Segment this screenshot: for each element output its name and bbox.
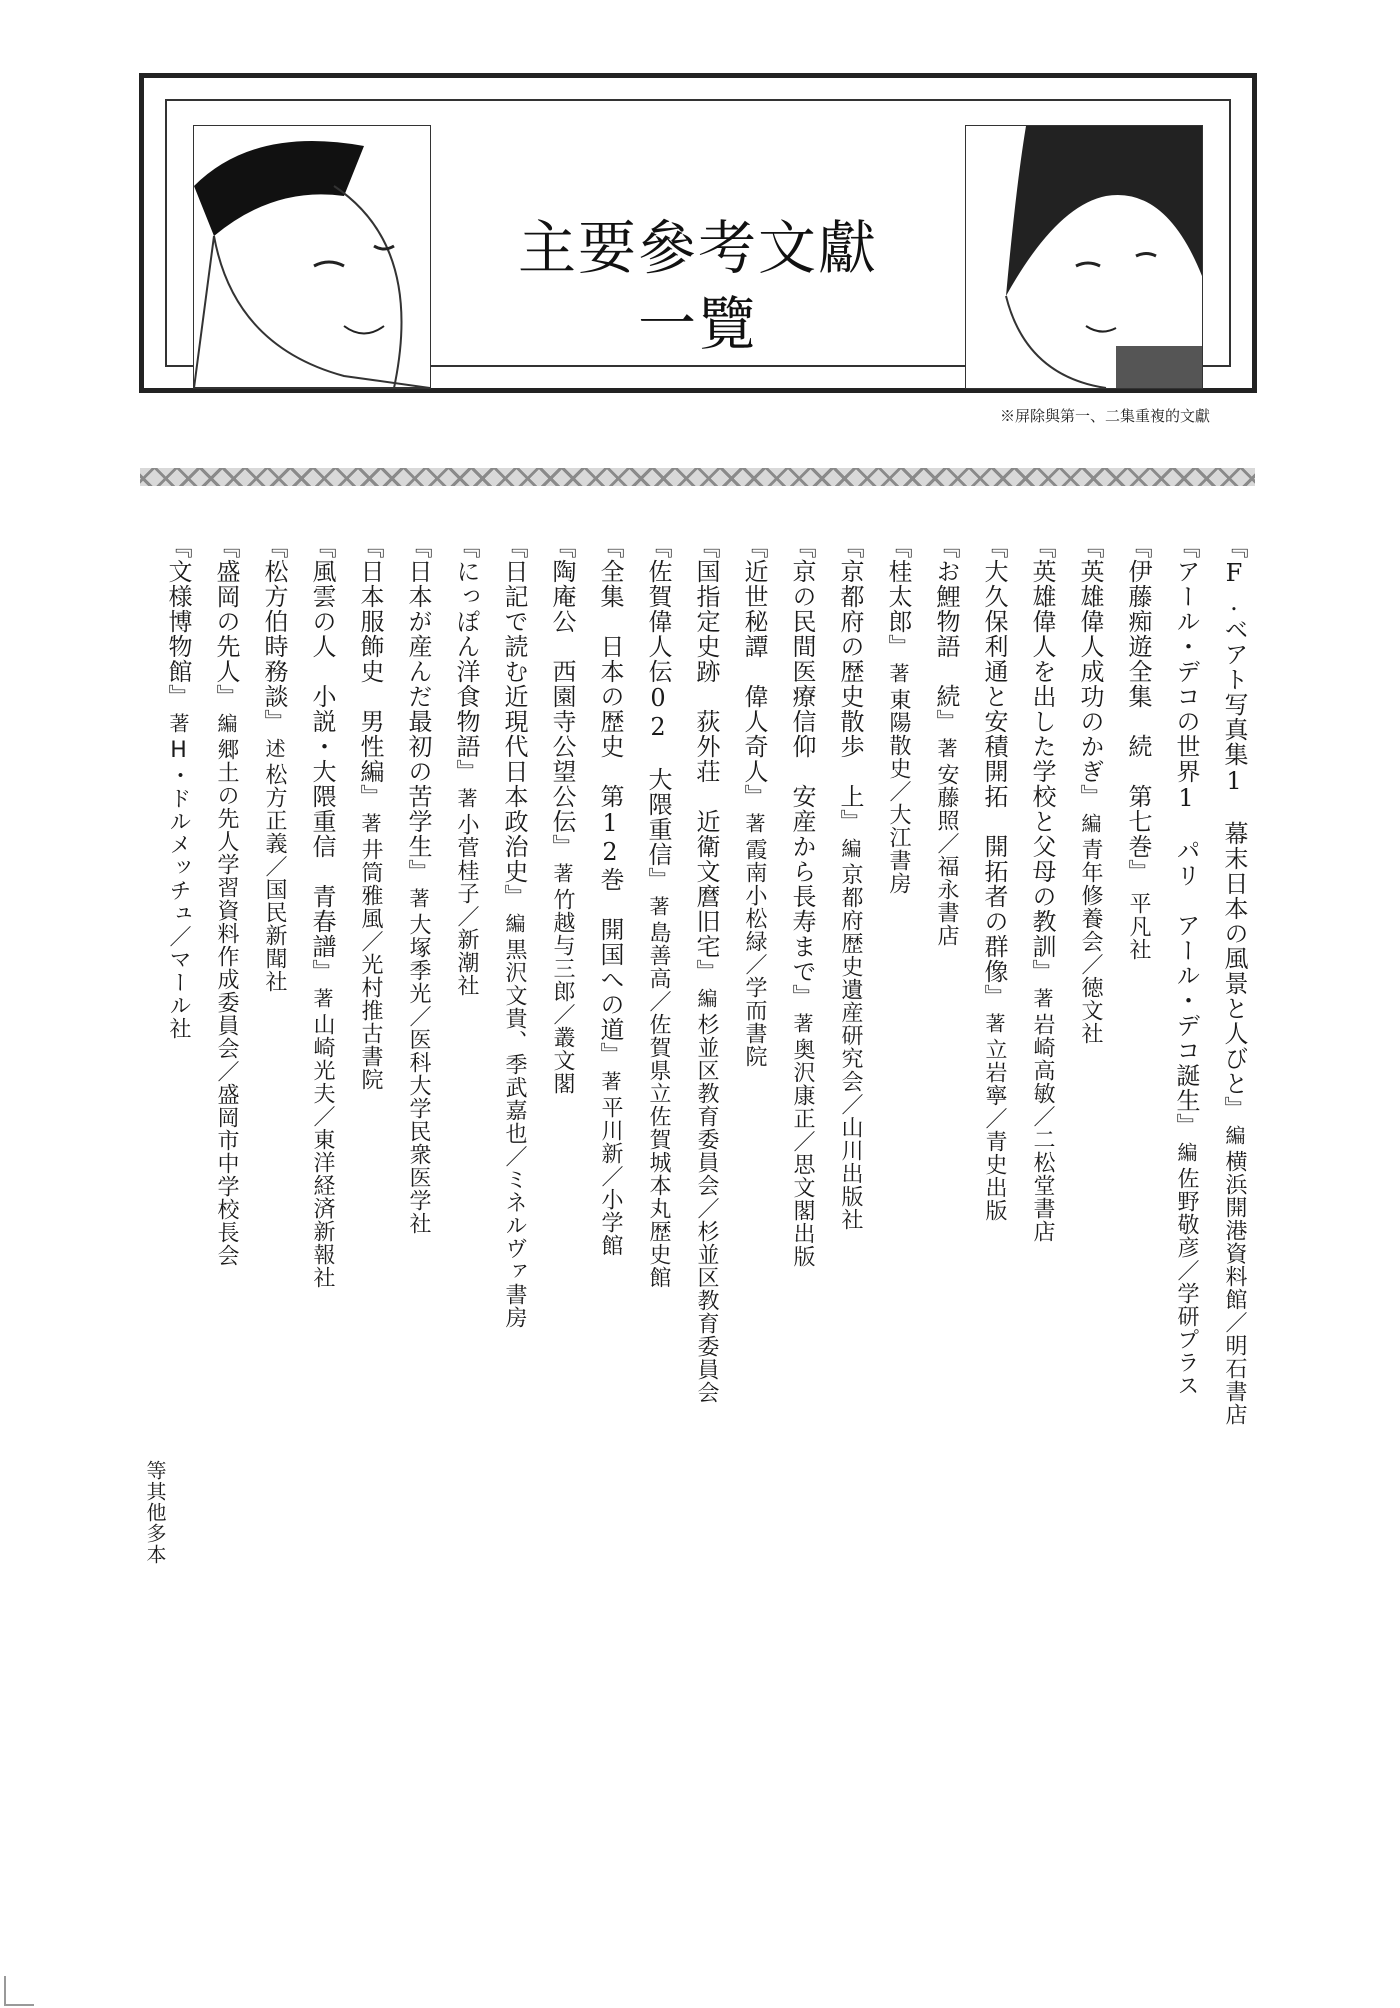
reference-item: 『京都府の歴史散歩 上』編京都府歴史遺産研究会／山川出版社 [836,534,864,1231]
reference-item: 『にっぽん洋食物語』著小菅桂子／新潮社 [452,534,480,997]
reference-item: 『桂太郎』著東陽散史／大江書房 [884,534,912,895]
reference-item: 『京の民間医療信仰 安産から長寿まで』著奥沢康正／思文閣出版 [788,534,816,1268]
right-portrait-illustration [965,125,1203,389]
reference-item: 『国指定史跡 荻外荘 近衛文麿旧宅』編杉並区教育委員会／杉並区教育委員会 [692,534,720,1404]
reference-item: 『英雄偉人を出した学校と父母の教訓』著岩崎高敏／二松堂書店 [1028,534,1056,1243]
decorative-divider [140,468,1255,486]
reference-item: 『大久保利通と安積開拓 開拓者の群像』著立岩寧／青史出版 [980,534,1008,1222]
reference-item: 『陶庵公 西園寺公望公伝』著竹越与三郎／叢文閣 [548,534,576,1095]
reference-item: 『アール・デコの世界1 パリ アール・デコ誕生』編佐野敬彦／学研プラス [1172,534,1200,1397]
reference-item: 『風雲の人 小説・大隈重信 青春譜』著山崎光夫／東洋経済新報社 [308,534,336,1289]
reference-item: 『伊藤痴遊全集 続 第七巻』平凡社 [1124,534,1152,961]
manga-character-icon [966,126,1202,388]
reference-item: 『全集 日本の歴史 第12巻 開国への道』著平川新／小学館 [596,534,624,1257]
reference-item: 『日本服飾史 男性編』著井筒雅風／光村推古書院 [356,534,384,1091]
page-subtitle: 一覽 [637,290,758,358]
reference-item: 『松方伯時務談』述松方正義／国民新聞社 [260,534,288,993]
reference-item: 『佐賀偉人伝02 大隈重信』著島善高／佐賀県立佐賀城本丸歴史館 [644,534,672,1289]
crop-mark [4,1976,34,2006]
reference-item: 『お鯉物語 続』著安藤照／福永書店 [932,534,960,947]
exclusion-note: ※屏除與第一、二集重複的文獻 [999,407,1210,425]
reference-item: 『日記で読む近現代日本政治史』編黒沢文貴、季武嘉也／ミネルヴァ書房 [500,534,528,1329]
reference-item: 『日本が産んだ最初の苦学生』著大塚季光／医科大学民衆医学社 [404,534,432,1235]
page-title: 主要參考文獻 [517,214,878,282]
reference-item: 『F.ベアト写真集1 幕末日本の風景と人びと』編横浜開港資料館／明石書店 [1220,534,1248,1426]
reference-item: 『英雄偉人成功のかぎ』編青年修養会／徳文社 [1076,534,1104,1045]
reference-item: 『近世秘譚 偉人奇人』著霞南小松緑／学而書院 [740,534,768,1068]
reference-item: 『文様博物館』著H・ドルメッチュ／マール社 [164,534,192,1040]
reference-item: 『盛岡の先人』編郷土の先人学習資料作成委員会／盛岡市中学校長会 [212,534,240,1267]
etc-note: 等其他多本 [143,1460,167,1565]
banner-inner-frame [165,99,1231,367]
title-banner [139,73,1257,393]
